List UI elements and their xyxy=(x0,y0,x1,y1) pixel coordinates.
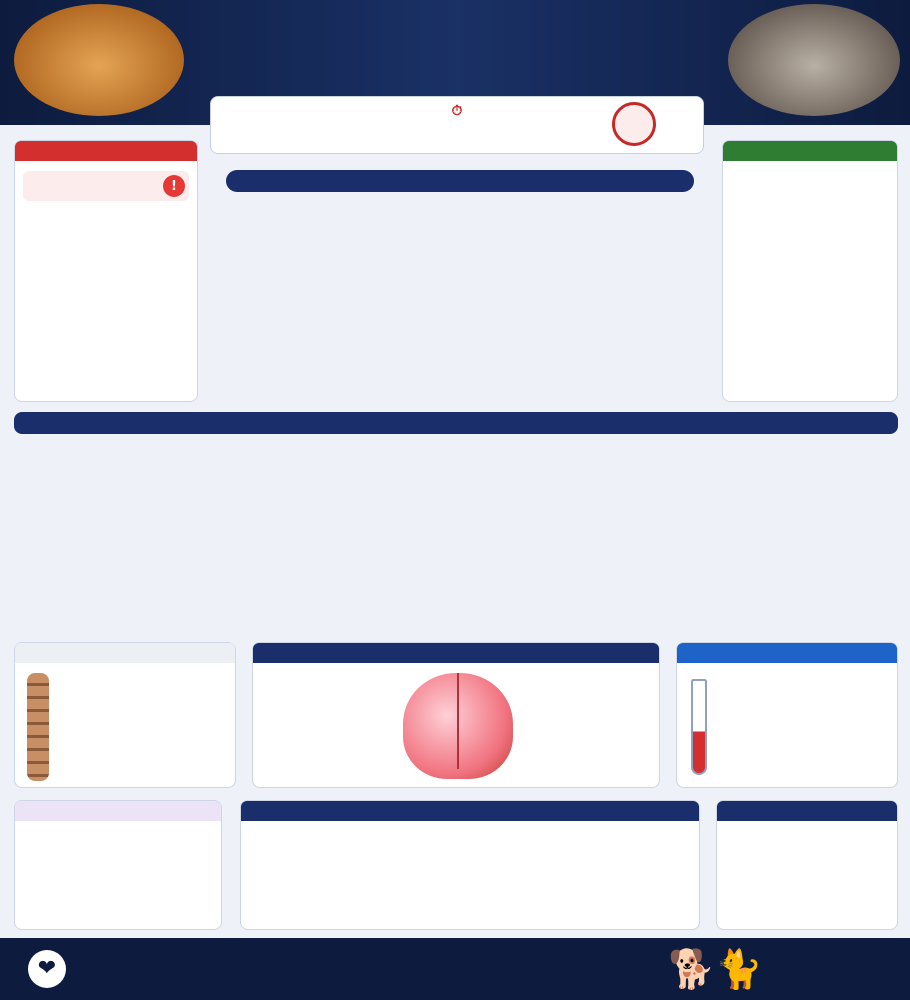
paw-logo-icon: ❤ xyxy=(28,950,66,988)
icp-support xyxy=(525,667,653,671)
diagnostics-card xyxy=(676,642,898,788)
red-flags-card xyxy=(14,140,198,402)
cat-photo xyxy=(728,4,900,116)
footer xyxy=(0,938,910,1000)
ivdd-title xyxy=(15,643,235,663)
ivdd-card xyxy=(14,642,236,788)
dog-cat-silhouette-icon: 🐕🐈 xyxy=(668,947,763,991)
stabilization-card xyxy=(722,140,898,402)
golden-tips-title xyxy=(241,801,699,821)
brain-divider xyxy=(457,673,459,769)
spine-icon xyxy=(27,673,49,781)
algorithm-title xyxy=(226,170,694,192)
icp-title xyxy=(253,643,659,663)
brain-clock-icon xyxy=(612,102,656,146)
stabilization-title xyxy=(723,141,897,161)
test-tube-icon xyxy=(691,679,707,775)
clock-icon: ⏱ xyxy=(451,103,463,119)
specific-tx-card xyxy=(14,800,222,930)
prognosis-title xyxy=(717,801,897,821)
red-flags-title xyxy=(15,141,197,161)
icp-card xyxy=(252,642,660,788)
dog-photo xyxy=(14,4,184,116)
classification-title xyxy=(14,412,898,434)
prognosis-card xyxy=(716,800,898,930)
icp-drugs xyxy=(261,667,383,671)
exclamation-icon: ! xyxy=(163,175,185,197)
diagnostics-title xyxy=(677,643,897,663)
golden-tips-card xyxy=(240,800,700,930)
red-flags-alert xyxy=(23,171,189,201)
classification-cards xyxy=(14,442,898,632)
specific-tx-title xyxy=(15,801,221,821)
algorithm-steps xyxy=(206,206,716,396)
